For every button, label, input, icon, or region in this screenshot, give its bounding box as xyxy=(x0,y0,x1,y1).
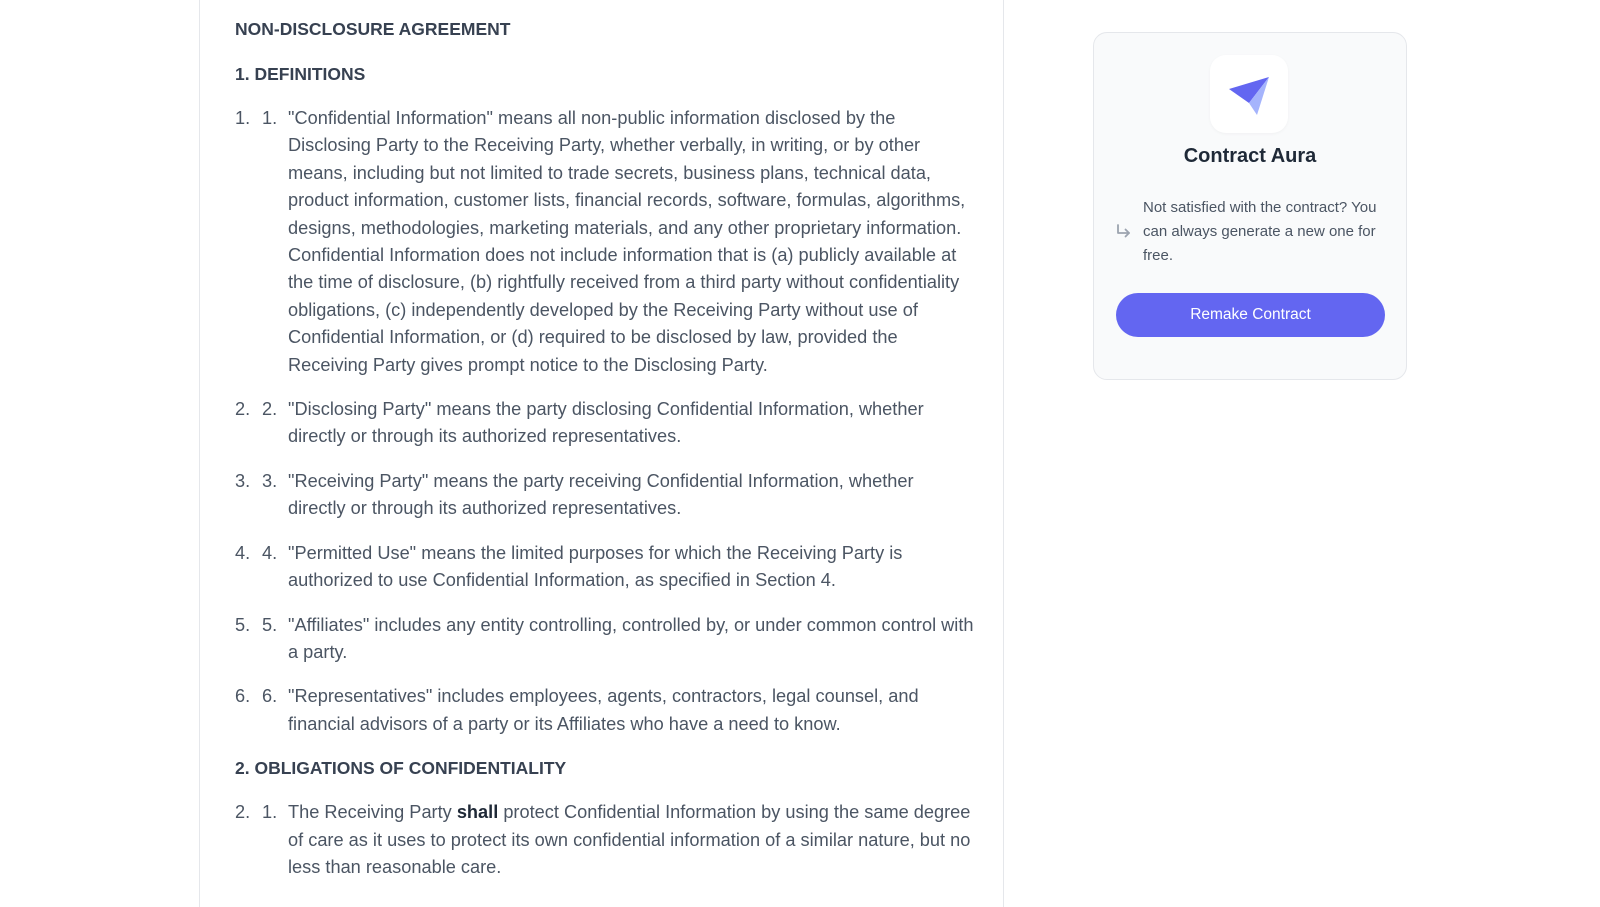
clause-outer-number: 3. xyxy=(235,470,251,491)
clause-text: "Disclosing Party" means the party disclosing Confidential Information, whether directly or through its authorized representatives. xyxy=(288,399,924,447)
brand-logo xyxy=(1210,55,1288,133)
clause-inner-number: 3. xyxy=(262,470,278,491)
clause-inner-number: 6. xyxy=(262,686,278,707)
clause-inner-number: 4. xyxy=(262,542,278,563)
clause-outer-number: 5. xyxy=(235,614,251,635)
document-title: NON-DISCLOSURE AGREEMENT xyxy=(235,19,511,39)
section-heading-definitions: 1. DEFINITIONS xyxy=(235,64,366,84)
clause-item xyxy=(235,105,975,379)
clause-outer-number: 6. xyxy=(235,686,251,707)
clause-item xyxy=(235,799,975,881)
clause-item xyxy=(235,540,975,595)
clause-text-emphasis: shall xyxy=(456,802,499,823)
clause-inner-number: 5. xyxy=(262,614,278,635)
clause-text: "Receiving Party" means the party receiving Confidential Information, whether directly or through its authorized representatives. xyxy=(288,470,914,519)
clause-outer-number: 2. xyxy=(235,802,251,823)
clause-inner-number: 1. xyxy=(262,802,278,823)
clause-item xyxy=(235,396,975,451)
clause-item xyxy=(235,683,975,738)
clause-text: "Representatives" includes employees, agents, contractors, legal counsel, and financial advisors of a party or its Affiliates who have a need to know. xyxy=(288,686,919,734)
clause-text: "Confidential Information" means all non-public information disclosed by the Disclosing Party to the Receiving Party, whether verbally, in writing, or by other means, including but not limited to trade secrets, business plans, technical data, product information, customer lists, financial records, software, formulas, algorithms, designs, methodologies, marketing materials, and any other proprietary information. Confidential Information does not include information that is (a) publicly available at the time of disclosure, (b) rightfully received from a third party without confidentiality obligations, (c) independently developed by the Receiving Party without use of Confidential Information, or (d) required to be disclosed by law, provided the Receiving Party gives prompt notice to the Disclosing Party. xyxy=(288,108,966,375)
contract-document xyxy=(235,16,975,898)
brand-name: Contract Aura xyxy=(1183,145,1317,167)
contract-document-panel xyxy=(199,0,1004,907)
clause-inner-number: 1. xyxy=(262,108,278,128)
clause-outer-number: 2. xyxy=(235,399,251,420)
clause-outer-number: 1. xyxy=(235,108,251,128)
paper-plane-icon xyxy=(1223,68,1275,120)
clause-item xyxy=(235,612,975,667)
clause-text-after: protect Confidential Information by using the same degree of care as it uses to protect its own confidential information of a similar nature, but no less than reasonable care. xyxy=(288,802,971,877)
section-heading-obligations: 2. OBLIGATIONS OF CONFIDENTIALITY xyxy=(235,758,567,779)
clause-text: "Affiliates" includes any entity controlling, controlled by, or under common control with a party. xyxy=(288,614,974,662)
remake-hint-text: Not satisfied with the contract? You can always generate a new one for free. xyxy=(1143,199,1377,264)
clause-text-before: The Receiving Party xyxy=(288,802,457,823)
clause-inner-number: 2. xyxy=(262,399,278,420)
remake-contract-card xyxy=(1093,32,1407,380)
clause-item xyxy=(235,468,975,523)
clause-text: "Permitted Use" means the limited purposes for which the Receiving Party is authorized to use Confidential Information, as specified in Section 4. xyxy=(288,542,903,591)
remake-contract-button[interactable]: Remake Contract xyxy=(1116,293,1385,337)
arrow-turn-right-icon xyxy=(1114,222,1134,242)
clause-outer-number: 4. xyxy=(235,542,251,563)
